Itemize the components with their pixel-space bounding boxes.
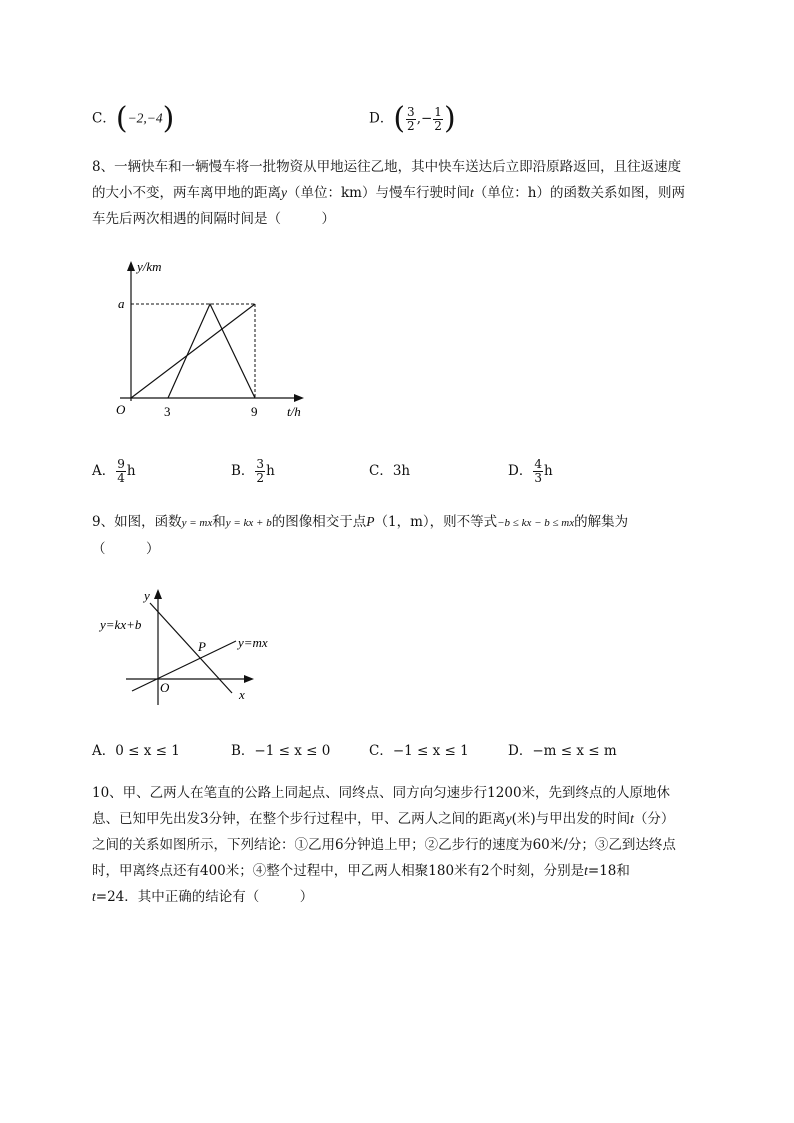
q9-option-d: D．−m ≤ x ≤ m [508,743,617,759]
q9-line1 [92,509,752,536]
q8-a-label: a [118,296,125,311]
q9-line1-part-c: 的图像相交于点 [271,514,367,530]
q9-x-arrow-icon [244,675,254,683]
numerator: 3 [256,457,265,471]
q10-line2-part-a: 息、已知甲先出发3分钟，在整个步行过程中，甲、乙两人之间的距离 [92,811,506,827]
q9-point-p-label: P [198,639,206,654]
q8-line2-part-a: 的大小不变，两车离甲地的距离 [92,185,281,201]
q9-line-mx [132,641,236,691]
q10-line5 [92,884,752,910]
q8-line1: 8、一辆快车和一辆慢车将一批物资从甲地运往乙地，其中快车送达后立即沿原路返回，且往返速度 [92,159,682,175]
q8-option-a [92,458,136,485]
q7-option-c [92,101,175,136]
unit: h [266,463,275,479]
q8-option-c-label: C． [369,463,393,479]
denominator: 4 [117,471,125,485]
q8-option-b-label: B． [231,463,255,479]
q7-option-d-frac1 [406,106,416,133]
q9-y-arrow-icon [154,589,162,599]
var-y: y [281,185,287,200]
q9-option-b: B．−1 ≤ x ≤ 0 [231,743,331,759]
q9-line-mx-label: y=mx [238,635,268,650]
q9-y-label: y [144,588,150,603]
q10-line2 [92,806,752,832]
q9-origin-label: O [160,680,170,695]
q8-stem [92,154,752,232]
q10-line4 [92,858,752,884]
q8-x-label: t/h [287,404,301,419]
denominator: 2 [256,471,265,485]
unit: h [126,463,136,479]
q8-option-b [231,458,275,485]
left-paren: ( [393,101,406,136]
q10-line4-text: 时，甲离终点还有400米；④整个过程中，甲乙两人相聚180米有2个时刻，分别是 [92,863,585,879]
q8-origin-label: O [116,402,126,417]
q8-line2-part-c: （单位：h）的函数关系如图，则两 [473,185,685,201]
q7-option-c-label: C． [92,110,116,127]
q10-line3: 之间的关系如图所示，下列结论：①乙用6分钟追上甲；②乙步行的速度为60米/分；③乙到达终点 [92,837,676,853]
q9-option-c: C．−1 ≤ x ≤ 1 [369,743,469,759]
numerator: 1 [434,104,442,119]
var-t: t [630,811,634,826]
q9-line1-part-b: 和 [212,514,226,530]
q7-option-c-value: −2,−4 [127,110,163,126]
q8-tick-3: 3 [164,404,171,419]
q8-option-c [369,458,410,484]
q7-option-d-frac2 [433,106,443,133]
q10-stem [92,780,752,910]
q8-option-d-label: D． [508,463,533,479]
unit: h [543,463,553,479]
denominator: 2 [407,118,415,133]
var-t: t [584,863,588,878]
q9-line2: （ ） [92,541,160,557]
q7-option-d-label: D． [369,110,394,127]
q9-point: P [366,514,375,529]
left-paren: ( [115,101,128,136]
q8-option-d-frac [533,458,543,485]
q9-graph [98,585,288,710]
numerator: 3 [407,104,415,119]
denominator: 2 [434,118,442,133]
q8-y-arrow-icon [127,261,135,271]
q9-func2: y = kx + b [225,517,272,529]
q9-stem [92,509,752,562]
q8-option-a-label: A． [92,463,116,479]
q8-tick-9: 9 [251,404,258,419]
q9-line1-part-d: （1，m），则不等式 [374,514,498,530]
q8-option-c-value: 3h [392,463,411,479]
q10-line4-value: =18和 [587,863,630,879]
numerator: 9 [117,457,125,471]
q10-line2-part-b: (米)与甲出发的时间 [511,811,631,827]
q9-line1-part-a: 9、如图，函数 [92,514,182,530]
q9-line-kx-b-label: y=kx+b [100,617,142,632]
q9-option-a: A．0 ≤ x ≤ 1 [92,743,180,759]
q8-x-arrow-icon [294,394,304,402]
q9-x-label: x [239,687,245,702]
q10-line1: 10、甲、乙两人在笔直的公路上同起点、同终点、同方向匀速步行1200米，先到终点的人原地休 [92,785,671,801]
var-t: t [469,185,474,200]
q8-line2-part-b: （单位：km）与慢车行驶时间 [287,185,470,201]
q8-fast-car-line [168,304,255,398]
right-paren: ) [443,101,456,136]
var-y: y [505,811,512,826]
var-t: t [92,889,96,904]
q10-line5-text: =24．其中正确的结论有（ ） [95,889,314,905]
denominator: 3 [534,471,542,485]
q8-slow-car-line [131,304,255,398]
q8-option-d [508,458,553,485]
q8-option-b-frac [255,458,265,485]
q9-func1: y = mx [181,517,213,529]
q10-line2-part-c: （分） [633,811,675,827]
q7-option-d: D．( $\frac{3}{2}$ ,− $\frac{1}{2}$ ) [369,101,456,136]
q8-graph [100,255,315,425]
q8-line3: 车先后两次相遇的间隔时间是（ ） [92,211,335,227]
q8-y-label: y/km [137,259,162,274]
q9-inequality: −b ≤ kx − b ≤ mx [497,517,575,529]
right-paren: ) [162,101,175,136]
q9-line1-part-e: 的解集为 [574,514,629,530]
q8-option-a-frac [116,458,126,485]
minus-sign: − [420,110,433,127]
q8-line2 [92,180,752,206]
numerator: 4 [534,457,542,471]
